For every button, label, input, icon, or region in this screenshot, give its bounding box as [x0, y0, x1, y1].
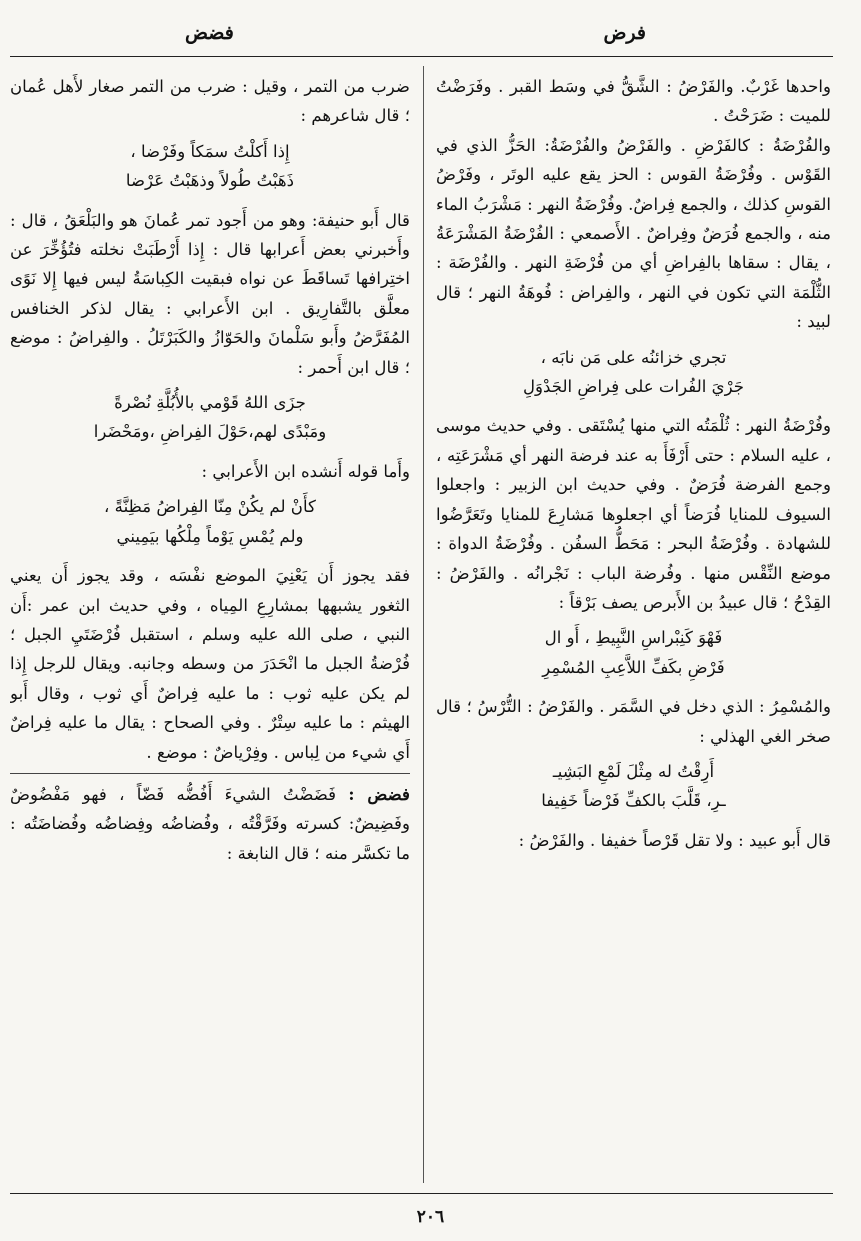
entry-text: فَضَضْتُ الشيءَ أَفُضُّه فَضّاً ، فهو مَفْضُوضٌ وفَضِيضٌ: كسرته وفَرَّقْتُه ، وفُضاضُه وفِضاضُه وفُضاضَتُه : ما تكسَّر منه ؛ قال النابغة :	[10, 784, 410, 863]
verse	[436, 343, 831, 402]
paragraph: وفُرْضَةُ النهر : ثُلْمَتُه التي منها يُسْتَقى . وفي حديث موسى ، عليه السلام : حتى أَرْفَأَ به عند فرضة النهر أي مَشْرَعَتِه ، وجمع الفرضة فُرَضٌ . وفي حديث ابن الزبير : واجعلوا السيوف للمنايا فُرَضاً أي اجعلوها مَشارِعَ للمنايا وتَعَرَّضُوا للشهادة . وفُرْضَةُ البحر : مَحَطُّ السفُن . وفُرْضَةُ الدواة : موضع النِّقْس منها . وفُرضة الباب : نَجْرانُه . والفَرْضُ : القِدْحُ ؛ قال عبيدُ بن الأَبرص يصف بَرْقاً :	[436, 416, 831, 612]
header-left-word: فضض	[185, 22, 234, 44]
verse-line: ذَهَبْتُ طُولاً وذهَبْتُ عَرْضا	[125, 171, 295, 191]
paragraph: والفُرْضَةُ : كالفَرْضِ . والفَرْضُ والفُرْضَةُ: الحَزُّ الذي في القَوْس . وفُرْضَةُ القوس : الحز يقع عليه الوتَر ، وفَرْضُ القوسِ كذلك ، والجمع فِراضٌ. وفُرْضَةُ النهر : مَشْرَبُ الماء منه ، والجمع فُرَضٌ وفِراضٌ . الأَصمعي : الفُرْضَةُ المَشْرَعَةُ ، يقال : سقاها بالفِراضِ أي من فُرْضَةِ النهر . والفُرْضَة : الثُّلْمَة التي تكون في النهر ، والفِراض : فُوهَةُ النهر ؛ قال لبيد :	[436, 135, 831, 332]
verse-line: ـرِ، قَلَّبَ بالكفِّ فَرْضاً خَفِيفا	[541, 791, 726, 811]
paragraph: قال أَبو حنيفة: وهو من أَجود تمر عُمانَ هو والبَلْعَقُ ، قال : وأَخبرني بعض أَعرابها قال : إِذا أَرْطَبَتْ نخلته فتُؤُخِّرَ عن اختِرافها تَساقَطَ عن نواه فبقيت الكِباسَةُ ليس فيها إِلا نَوًى معلَّق بالتَّفارِيق . ابن الأَعرابي : يقال لذكر الخنافس المُفَرَّضُ وأَبو سَلْمانَ والحَوّازُ والكَبَرْتَلُ . والفِراضُ : موضع ؛ قال ابن أَحمر :	[10, 210, 410, 377]
top-rule	[10, 56, 833, 57]
paragraph	[10, 780, 410, 868]
verse-line: ولم يُمْسِ يَوْماً مِلْكُها بيَمِيني	[116, 526, 304, 546]
verse	[436, 623, 831, 682]
header-right-word: فرض	[603, 22, 646, 44]
entry-term: فضض :	[348, 783, 410, 804]
left-column	[10, 72, 410, 1188]
verse-line: فَرْضِ بكَفِّ اللاَّعِبِ المُسْمِرِ	[542, 657, 725, 677]
verse-line: ومَبْدًى لهم،حَوْلَ الفِراضِ ،ومَحْضَرا	[93, 422, 327, 442]
column-divider	[423, 66, 424, 1183]
paragraph: وأَما قوله أَنشده ابن الأَعرابي :	[201, 461, 410, 481]
verse-line: أَرِقْتُ له مِثْلَ لَمْعِ البَشِيـ	[552, 761, 715, 781]
bottom-rule	[10, 1193, 833, 1194]
paragraph: والمُسْمِرُ : الذي دخل في السَّمَر . والفَرْضُ : التُّرْسُ ؛ قال صخر الغي الهذلي :	[436, 697, 831, 746]
verse-line: جزَى اللهُ قَوْمي بالأُبُلَّةِ نُصْرةً	[114, 393, 306, 413]
verse-line: إِذا أَكلْتُ سمَكاً وفَرْضا ،	[130, 141, 290, 161]
verse	[436, 757, 831, 816]
verse-line: فَهْوَ كَنِبْراسِ النَّبِيطِ ، أَو ال	[544, 628, 723, 648]
verse	[10, 388, 410, 447]
verse	[10, 137, 410, 196]
right-column	[436, 72, 831, 1188]
paragraph: واحدها غَرْبٌ. والفَرْضُ : الشَّقُّ في وسَط القبر . وفَرَضْتُ للميت : ضَرَحْتُ .	[436, 77, 831, 126]
paragraph: ضرب من التمر ، وقيل : ضرب من التمر صغار لأَهل عُمان ؛ قال شاعرهم :	[10, 77, 410, 126]
verse-line: جَرْيَ الفُرات على فِراضِ الجَدْوَلِ	[522, 377, 745, 397]
verse	[10, 492, 410, 551]
page-number: ٢٠٦	[416, 1207, 445, 1227]
entry-separator	[10, 773, 410, 774]
verse-line: تجري خزائنُه على مَن نابَه ،	[540, 347, 727, 367]
paragraph: فقد يجوز أَن يَعْنِيَ الموضع نفْسَه ، وقد يجوز أَن يعني الثغور يشبهها بمشارِعِ المِياه ، وفي حديث ابن عمر :أَن النبي ، صلى الله عليه وسلم ، استقبل فُرْضَتَيِ الجبل ؛ فُرْضةُ الجبل ما انْحَدَرَ من وسطه وجانبه. ويقال للرجل إِذا لم يكن عليه ثوب : ما عليه فِراضٌ أَي ثوب ، وقال أَبو الهيثم : ما عليه سِتْرٌ . وفي الصحاح : يقال ما عليه فِراضٌ أَي شيء من لِباس . وفِرْياضٌ : موضع .	[10, 566, 410, 762]
paragraph: قال أَبو عبيد : ولا تقل قَرْصاً خفيفا . والفَرْضُ :	[518, 830, 831, 850]
verse-line: كأَنْ لم يكُنْ مِنّا الفِراضُ مَظِنَّةً ،	[104, 497, 316, 517]
